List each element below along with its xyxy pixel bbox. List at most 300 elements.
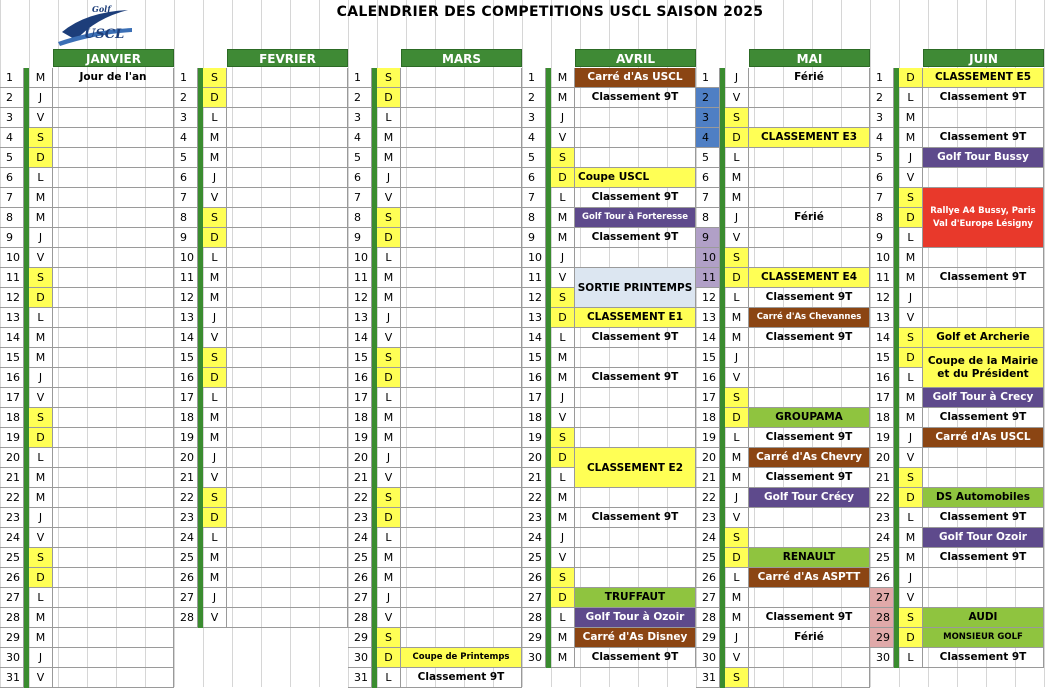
event-cell-empty xyxy=(575,348,696,368)
day-number: 31 xyxy=(696,668,720,688)
event-cell-empty xyxy=(749,228,870,248)
weekday-letter: M xyxy=(725,468,749,488)
day-number: 6 xyxy=(348,168,372,188)
weekday-letter: S xyxy=(203,68,227,88)
day-number: 23 xyxy=(870,508,894,528)
weekday-letter: J xyxy=(377,448,401,468)
day-number: 15 xyxy=(522,348,546,368)
event-cell-empty xyxy=(227,168,348,188)
event-cell[interactable]: Classement 9T xyxy=(575,508,696,528)
event-cell-empty xyxy=(575,248,696,268)
weekday-letter: D xyxy=(551,448,575,468)
day-number: 28 xyxy=(174,608,198,628)
event-cell-empty xyxy=(749,168,870,188)
day-number: 13 xyxy=(522,308,546,328)
day-number: 13 xyxy=(870,308,894,328)
event-cell-empty xyxy=(923,448,1044,468)
weekday-letter: M xyxy=(551,88,575,108)
event-cell[interactable]: Classement 9T xyxy=(923,408,1044,428)
weekday-letter: J xyxy=(29,88,53,108)
day-number: 21 xyxy=(174,468,198,488)
weekday-letter: D xyxy=(29,148,53,168)
weekday-letter: L xyxy=(377,248,401,268)
weekday-letter: D xyxy=(29,568,53,588)
event-cell-empty xyxy=(401,228,522,248)
weekday-letter: D xyxy=(377,648,401,668)
weekday-letter: V xyxy=(29,388,53,408)
event-cell-empty xyxy=(401,348,522,368)
day-number: 19 xyxy=(174,428,198,448)
event-cell[interactable]: Férié xyxy=(749,68,870,88)
weekday-letter: D xyxy=(203,228,227,248)
weekday-letter: M xyxy=(203,548,227,568)
day-number: 24 xyxy=(0,528,24,548)
event-cell-empty xyxy=(401,468,522,488)
weekday-letter: J xyxy=(899,428,923,448)
day-number: 25 xyxy=(870,548,894,568)
event-cell[interactable]: Classement 9T xyxy=(923,128,1044,148)
event-cell-empty xyxy=(53,568,174,588)
weekday-letter: M xyxy=(29,488,53,508)
day-number: 18 xyxy=(696,408,720,428)
day-number: 18 xyxy=(522,408,546,428)
event-cell[interactable]: CLASSEMENT E4 xyxy=(749,268,870,288)
month-header-mai: MAI xyxy=(749,49,870,67)
weekday-letter: V xyxy=(725,368,749,388)
event-cell-empty xyxy=(401,408,522,428)
weekday-letter: S xyxy=(377,68,401,88)
day-number: 30 xyxy=(870,648,894,668)
event-cell[interactable]: Classement 9T xyxy=(575,88,696,108)
weekday-letter: V xyxy=(551,268,575,288)
day-number: 21 xyxy=(348,468,372,488)
day-number: 2 xyxy=(696,88,720,108)
weekday-letter: D xyxy=(203,508,227,528)
weekday-letter: L xyxy=(29,448,53,468)
day-number: 2 xyxy=(174,88,198,108)
weekday-letter: J xyxy=(725,628,749,648)
day-number: 16 xyxy=(522,368,546,388)
weekday-letter: V xyxy=(899,168,923,188)
event-cell[interactable]: DS Automobiles xyxy=(923,488,1044,508)
event-cell-empty xyxy=(749,188,870,208)
event-cell-empty xyxy=(923,168,1044,188)
event-cell[interactable]: Coupe USCL xyxy=(575,168,696,188)
event-cell[interactable]: Coupe de Printemps xyxy=(401,648,522,668)
day-number: 25 xyxy=(348,548,372,568)
day-number: 30 xyxy=(696,648,720,668)
event-cell-empty xyxy=(53,248,174,268)
weekday-letter: J xyxy=(203,448,227,468)
day-number: 24 xyxy=(522,528,546,548)
event-cell-empty xyxy=(227,388,348,408)
event-cell-empty xyxy=(227,288,348,308)
day-number: 28 xyxy=(0,608,24,628)
day-number: 6 xyxy=(696,168,720,188)
day-number: 2 xyxy=(348,88,372,108)
event-cell-empty xyxy=(575,528,696,548)
weekday-letter: V xyxy=(377,468,401,488)
day-number: 14 xyxy=(348,328,372,348)
weekday-letter: J xyxy=(899,148,923,168)
weekday-letter: L xyxy=(899,368,923,388)
day-number: 9 xyxy=(348,228,372,248)
weekday-letter: V xyxy=(551,548,575,568)
event-cell-empty xyxy=(227,568,348,588)
event-cell[interactable]: Classement 9T xyxy=(749,328,870,348)
weekday-letter: L xyxy=(29,308,53,328)
event-cell[interactable]: Classement 9T xyxy=(401,668,522,688)
event-cell-empty xyxy=(575,548,696,568)
event-cell-empty xyxy=(227,508,348,528)
day-number: 26 xyxy=(174,568,198,588)
weekday-letter: S xyxy=(551,568,575,588)
weekday-letter: M xyxy=(203,428,227,448)
weekday-letter: M xyxy=(899,128,923,148)
weekday-letter: M xyxy=(551,208,575,228)
day-number: 10 xyxy=(696,248,720,268)
event-cell[interactable]: AUDI xyxy=(923,608,1044,628)
event-cell-empty xyxy=(53,228,174,248)
weekday-letter: M xyxy=(203,568,227,588)
event-cell[interactable]: Golf Tour Bussy xyxy=(923,148,1044,168)
event-cell-empty xyxy=(401,548,522,568)
event-cell[interactable]: Golf Tour Crécy xyxy=(749,488,870,508)
event-cell-empty xyxy=(749,108,870,128)
event-cell[interactable]: Classement 9T xyxy=(923,548,1044,568)
event-cell[interactable]: Classement 9T xyxy=(923,508,1044,528)
weekday-letter: M xyxy=(29,208,53,228)
day-number: 26 xyxy=(0,568,24,588)
weekday-letter: L xyxy=(725,428,749,448)
event-cell-empty xyxy=(53,328,174,348)
day-number: 9 xyxy=(522,228,546,248)
event-cell[interactable]: Golf Tour Ozoir xyxy=(923,528,1044,548)
weekday-letter: M xyxy=(377,128,401,148)
day-number: 3 xyxy=(348,108,372,128)
event-cell[interactable]: Classement 9T xyxy=(749,428,870,448)
event-cell[interactable]: SORTIE PRINTEMPS xyxy=(575,268,696,308)
day-number: 11 xyxy=(174,268,198,288)
day-number: 12 xyxy=(870,288,894,308)
event-cell[interactable]: MONSIEUR GOLF xyxy=(923,628,1044,648)
weekday-letter: M xyxy=(899,548,923,568)
event-cell[interactable]: Carré d'As Disney xyxy=(575,628,696,648)
weekday-letter: L xyxy=(203,388,227,408)
day-number: 28 xyxy=(348,608,372,628)
event-cell[interactable]: Classement 9T xyxy=(575,228,696,248)
event-cell-empty xyxy=(53,108,174,128)
event-cell-empty xyxy=(401,388,522,408)
event-cell-empty xyxy=(575,128,696,148)
day-number: 21 xyxy=(696,468,720,488)
day-number: 1 xyxy=(522,68,546,88)
day-number: 13 xyxy=(348,308,372,328)
weekday-letter: D xyxy=(29,288,53,308)
event-cell[interactable]: Férié xyxy=(749,628,870,648)
weekday-letter: D xyxy=(725,548,749,568)
weekday-letter: M xyxy=(551,628,575,648)
weekday-letter: M xyxy=(725,588,749,608)
month-header-janvier: JANVIER xyxy=(53,49,174,67)
event-cell-empty xyxy=(923,588,1044,608)
event-cell-empty xyxy=(53,128,174,148)
event-cell-empty xyxy=(53,348,174,368)
event-cell-empty xyxy=(53,448,174,468)
day-number: 3 xyxy=(696,108,720,128)
month-header-fevrier: FEVRIER xyxy=(227,49,348,67)
event-cell[interactable]: Classement 9T xyxy=(923,268,1044,288)
event-cell[interactable]: CLASSEMENT E1 xyxy=(575,308,696,328)
event-cell[interactable]: Rallye A4 Bussy, Paris Val d'Europe Lésigny xyxy=(923,188,1044,248)
weekday-letter: V xyxy=(899,308,923,328)
weekday-letter: D xyxy=(725,408,749,428)
day-number: 12 xyxy=(174,288,198,308)
weekday-letter: M xyxy=(899,248,923,268)
day-number: 25 xyxy=(0,548,24,568)
day-number: 8 xyxy=(0,208,24,228)
weekday-letter: M xyxy=(725,188,749,208)
day-number: 20 xyxy=(870,448,894,468)
event-cell-empty xyxy=(227,368,348,388)
event-cell-empty xyxy=(401,448,522,468)
weekday-letter: S xyxy=(29,408,53,428)
weekday-letter: J xyxy=(29,228,53,248)
day-number: 19 xyxy=(870,428,894,448)
day-number: 6 xyxy=(174,168,198,188)
day-number: 11 xyxy=(696,268,720,288)
day-number: 19 xyxy=(348,428,372,448)
event-cell-empty xyxy=(227,348,348,368)
event-cell-empty xyxy=(53,528,174,548)
event-cell-empty xyxy=(749,648,870,668)
weekday-letter: L xyxy=(377,108,401,128)
day-number: 18 xyxy=(348,408,372,428)
day-number: 26 xyxy=(348,568,372,588)
event-cell-empty xyxy=(227,468,348,488)
event-cell[interactable]: Classement 9T xyxy=(749,468,870,488)
day-number: 29 xyxy=(870,628,894,648)
event-cell-empty xyxy=(53,368,174,388)
day-number: 12 xyxy=(348,288,372,308)
day-number: 14 xyxy=(870,328,894,348)
weekday-letter: M xyxy=(899,268,923,288)
day-number: 3 xyxy=(870,108,894,128)
weekday-letter: L xyxy=(551,608,575,628)
weekday-letter: J xyxy=(725,348,749,368)
day-number: 22 xyxy=(522,488,546,508)
day-number: 7 xyxy=(174,188,198,208)
day-number: 29 xyxy=(696,628,720,648)
weekday-letter: M xyxy=(377,568,401,588)
day-number: 29 xyxy=(348,628,372,648)
day-number: 14 xyxy=(174,328,198,348)
weekday-letter: S xyxy=(899,608,923,628)
day-number: 13 xyxy=(174,308,198,328)
event-cell-empty xyxy=(401,288,522,308)
day-number: 24 xyxy=(348,528,372,548)
day-number: 14 xyxy=(522,328,546,348)
day-number: 12 xyxy=(696,288,720,308)
day-number: 5 xyxy=(174,148,198,168)
weekday-letter: J xyxy=(203,168,227,188)
day-number: 7 xyxy=(870,188,894,208)
event-cell[interactable]: Golf Tour à Ozoir xyxy=(575,608,696,628)
event-cell-empty xyxy=(53,608,174,628)
weekday-letter: M xyxy=(551,488,575,508)
event-cell[interactable]: Classement 9T xyxy=(749,608,870,628)
event-cell-empty xyxy=(749,248,870,268)
event-cell[interactable]: Classement 9T xyxy=(749,288,870,308)
event-cell[interactable]: Carré d'As USCL xyxy=(575,68,696,88)
weekday-letter: S xyxy=(899,328,923,348)
day-number: 20 xyxy=(696,448,720,468)
event-cell-empty xyxy=(53,308,174,328)
event-cell[interactable]: Coupe de la Mairie et du Président xyxy=(923,348,1044,388)
event-cell[interactable]: Classement 9T xyxy=(575,328,696,348)
event-cell[interactable]: Classement 9T xyxy=(923,648,1044,668)
day-number: 16 xyxy=(174,368,198,388)
weekday-letter: L xyxy=(551,328,575,348)
event-cell[interactable]: TRUFFAUT xyxy=(575,588,696,608)
event-cell-empty xyxy=(227,608,348,628)
event-cell[interactable]: Férié xyxy=(749,208,870,228)
day-number: 27 xyxy=(0,588,24,608)
day-number: 21 xyxy=(522,468,546,488)
weekday-letter: J xyxy=(377,168,401,188)
event-cell[interactable]: Golf Tour à Crecy xyxy=(923,388,1044,408)
day-number: 28 xyxy=(696,608,720,628)
event-cell[interactable]: Classement 9T xyxy=(575,648,696,668)
event-cell-empty xyxy=(53,288,174,308)
day-number: 2 xyxy=(522,88,546,108)
weekday-letter: V xyxy=(29,668,53,688)
weekday-letter: V xyxy=(725,228,749,248)
event-cell[interactable]: Classement 9T xyxy=(575,368,696,388)
weekday-letter: V xyxy=(725,88,749,108)
day-number: 22 xyxy=(696,488,720,508)
day-number: 5 xyxy=(696,148,720,168)
event-cell[interactable]: CLASSEMENT E3 xyxy=(749,128,870,148)
weekday-letter: V xyxy=(203,328,227,348)
page-title: CALENDRIER DES COMPETITIONS USCL SAISON 2025 xyxy=(336,4,764,20)
day-number: 26 xyxy=(696,568,720,588)
day-number: 15 xyxy=(870,348,894,368)
weekday-letter: L xyxy=(725,148,749,168)
weekday-letter: V xyxy=(725,648,749,668)
event-cell-empty xyxy=(53,148,174,168)
event-cell[interactable]: Classement 9T xyxy=(923,88,1044,108)
event-cell-empty xyxy=(53,468,174,488)
weekday-letter: S xyxy=(725,668,749,688)
day-number: 22 xyxy=(0,488,24,508)
event-cell[interactable]: Carré d'As ASPTT xyxy=(749,568,870,588)
event-cell-empty xyxy=(53,388,174,408)
weekday-letter: J xyxy=(551,108,575,128)
day-number: 24 xyxy=(870,528,894,548)
weekday-letter: J xyxy=(899,288,923,308)
weekday-letter: D xyxy=(899,68,923,88)
weekday-letter: V xyxy=(29,528,53,548)
event-cell[interactable]: Carré d'As USCL xyxy=(923,428,1044,448)
event-cell[interactable]: GROUPAMA xyxy=(749,408,870,428)
weekday-letter: L xyxy=(551,188,575,208)
weekday-letter: L xyxy=(203,248,227,268)
day-number: 20 xyxy=(522,448,546,468)
weekday-letter: V xyxy=(725,508,749,528)
day-number: 23 xyxy=(696,508,720,528)
weekday-letter: M xyxy=(725,608,749,628)
day-number: 5 xyxy=(348,148,372,168)
event-cell-empty xyxy=(749,368,870,388)
event-cell-empty xyxy=(53,208,174,228)
day-number: 25 xyxy=(696,548,720,568)
event-cell[interactable]: Classement 9T xyxy=(575,188,696,208)
weekday-letter: L xyxy=(899,508,923,528)
event-cell-empty xyxy=(749,348,870,368)
weekday-letter: J xyxy=(551,248,575,268)
weekday-letter: M xyxy=(203,268,227,288)
weekday-letter: V xyxy=(203,468,227,488)
day-number: 22 xyxy=(348,488,372,508)
event-cell[interactable]: Golf Tour à Forteresse xyxy=(575,208,696,228)
event-cell-empty xyxy=(53,668,174,688)
event-cell-empty xyxy=(227,268,348,288)
weekday-letter: S xyxy=(377,348,401,368)
day-number: 6 xyxy=(870,168,894,188)
event-cell-empty xyxy=(401,508,522,528)
event-cell-empty xyxy=(401,588,522,608)
weekday-letter: L xyxy=(725,288,749,308)
day-number: 29 xyxy=(522,628,546,648)
weekday-letter: S xyxy=(203,208,227,228)
event-cell-empty xyxy=(227,248,348,268)
event-cell-empty xyxy=(575,428,696,448)
day-number: 5 xyxy=(0,148,24,168)
day-number: 23 xyxy=(0,508,24,528)
event-cell[interactable]: CLASSEMENT E2 xyxy=(575,448,696,488)
event-cell-empty xyxy=(575,108,696,128)
event-cell-empty xyxy=(53,648,174,668)
weekday-letter: V xyxy=(377,188,401,208)
event-cell-empty xyxy=(401,568,522,588)
weekday-letter: J xyxy=(725,488,749,508)
weekday-letter: D xyxy=(551,588,575,608)
weekday-letter: M xyxy=(725,328,749,348)
event-cell[interactable]: Carré d'As Chevannes xyxy=(749,308,870,328)
event-cell[interactable]: Carré d'As Chevry xyxy=(749,448,870,468)
day-number: 12 xyxy=(0,288,24,308)
day-number: 27 xyxy=(348,588,372,608)
day-number: 7 xyxy=(0,188,24,208)
event-cell[interactable]: CLASSEMENT E5 xyxy=(923,68,1044,88)
month-header-juin: JUIN xyxy=(923,49,1044,67)
event-cell[interactable]: Golf et Archerie xyxy=(923,328,1044,348)
weekday-letter: J xyxy=(29,508,53,528)
weekday-letter: M xyxy=(899,408,923,428)
weekday-letter: M xyxy=(377,148,401,168)
weekday-letter: M xyxy=(203,288,227,308)
weekday-letter: L xyxy=(899,228,923,248)
event-cell[interactable]: RENAULT xyxy=(749,548,870,568)
event-cell-empty xyxy=(923,568,1044,588)
weekday-letter: M xyxy=(551,648,575,668)
day-number: 16 xyxy=(0,368,24,388)
event-cell-empty xyxy=(227,128,348,148)
event-cell[interactable]: Jour de l'an xyxy=(53,68,174,88)
weekday-letter: S xyxy=(725,388,749,408)
weekday-letter: D xyxy=(29,428,53,448)
